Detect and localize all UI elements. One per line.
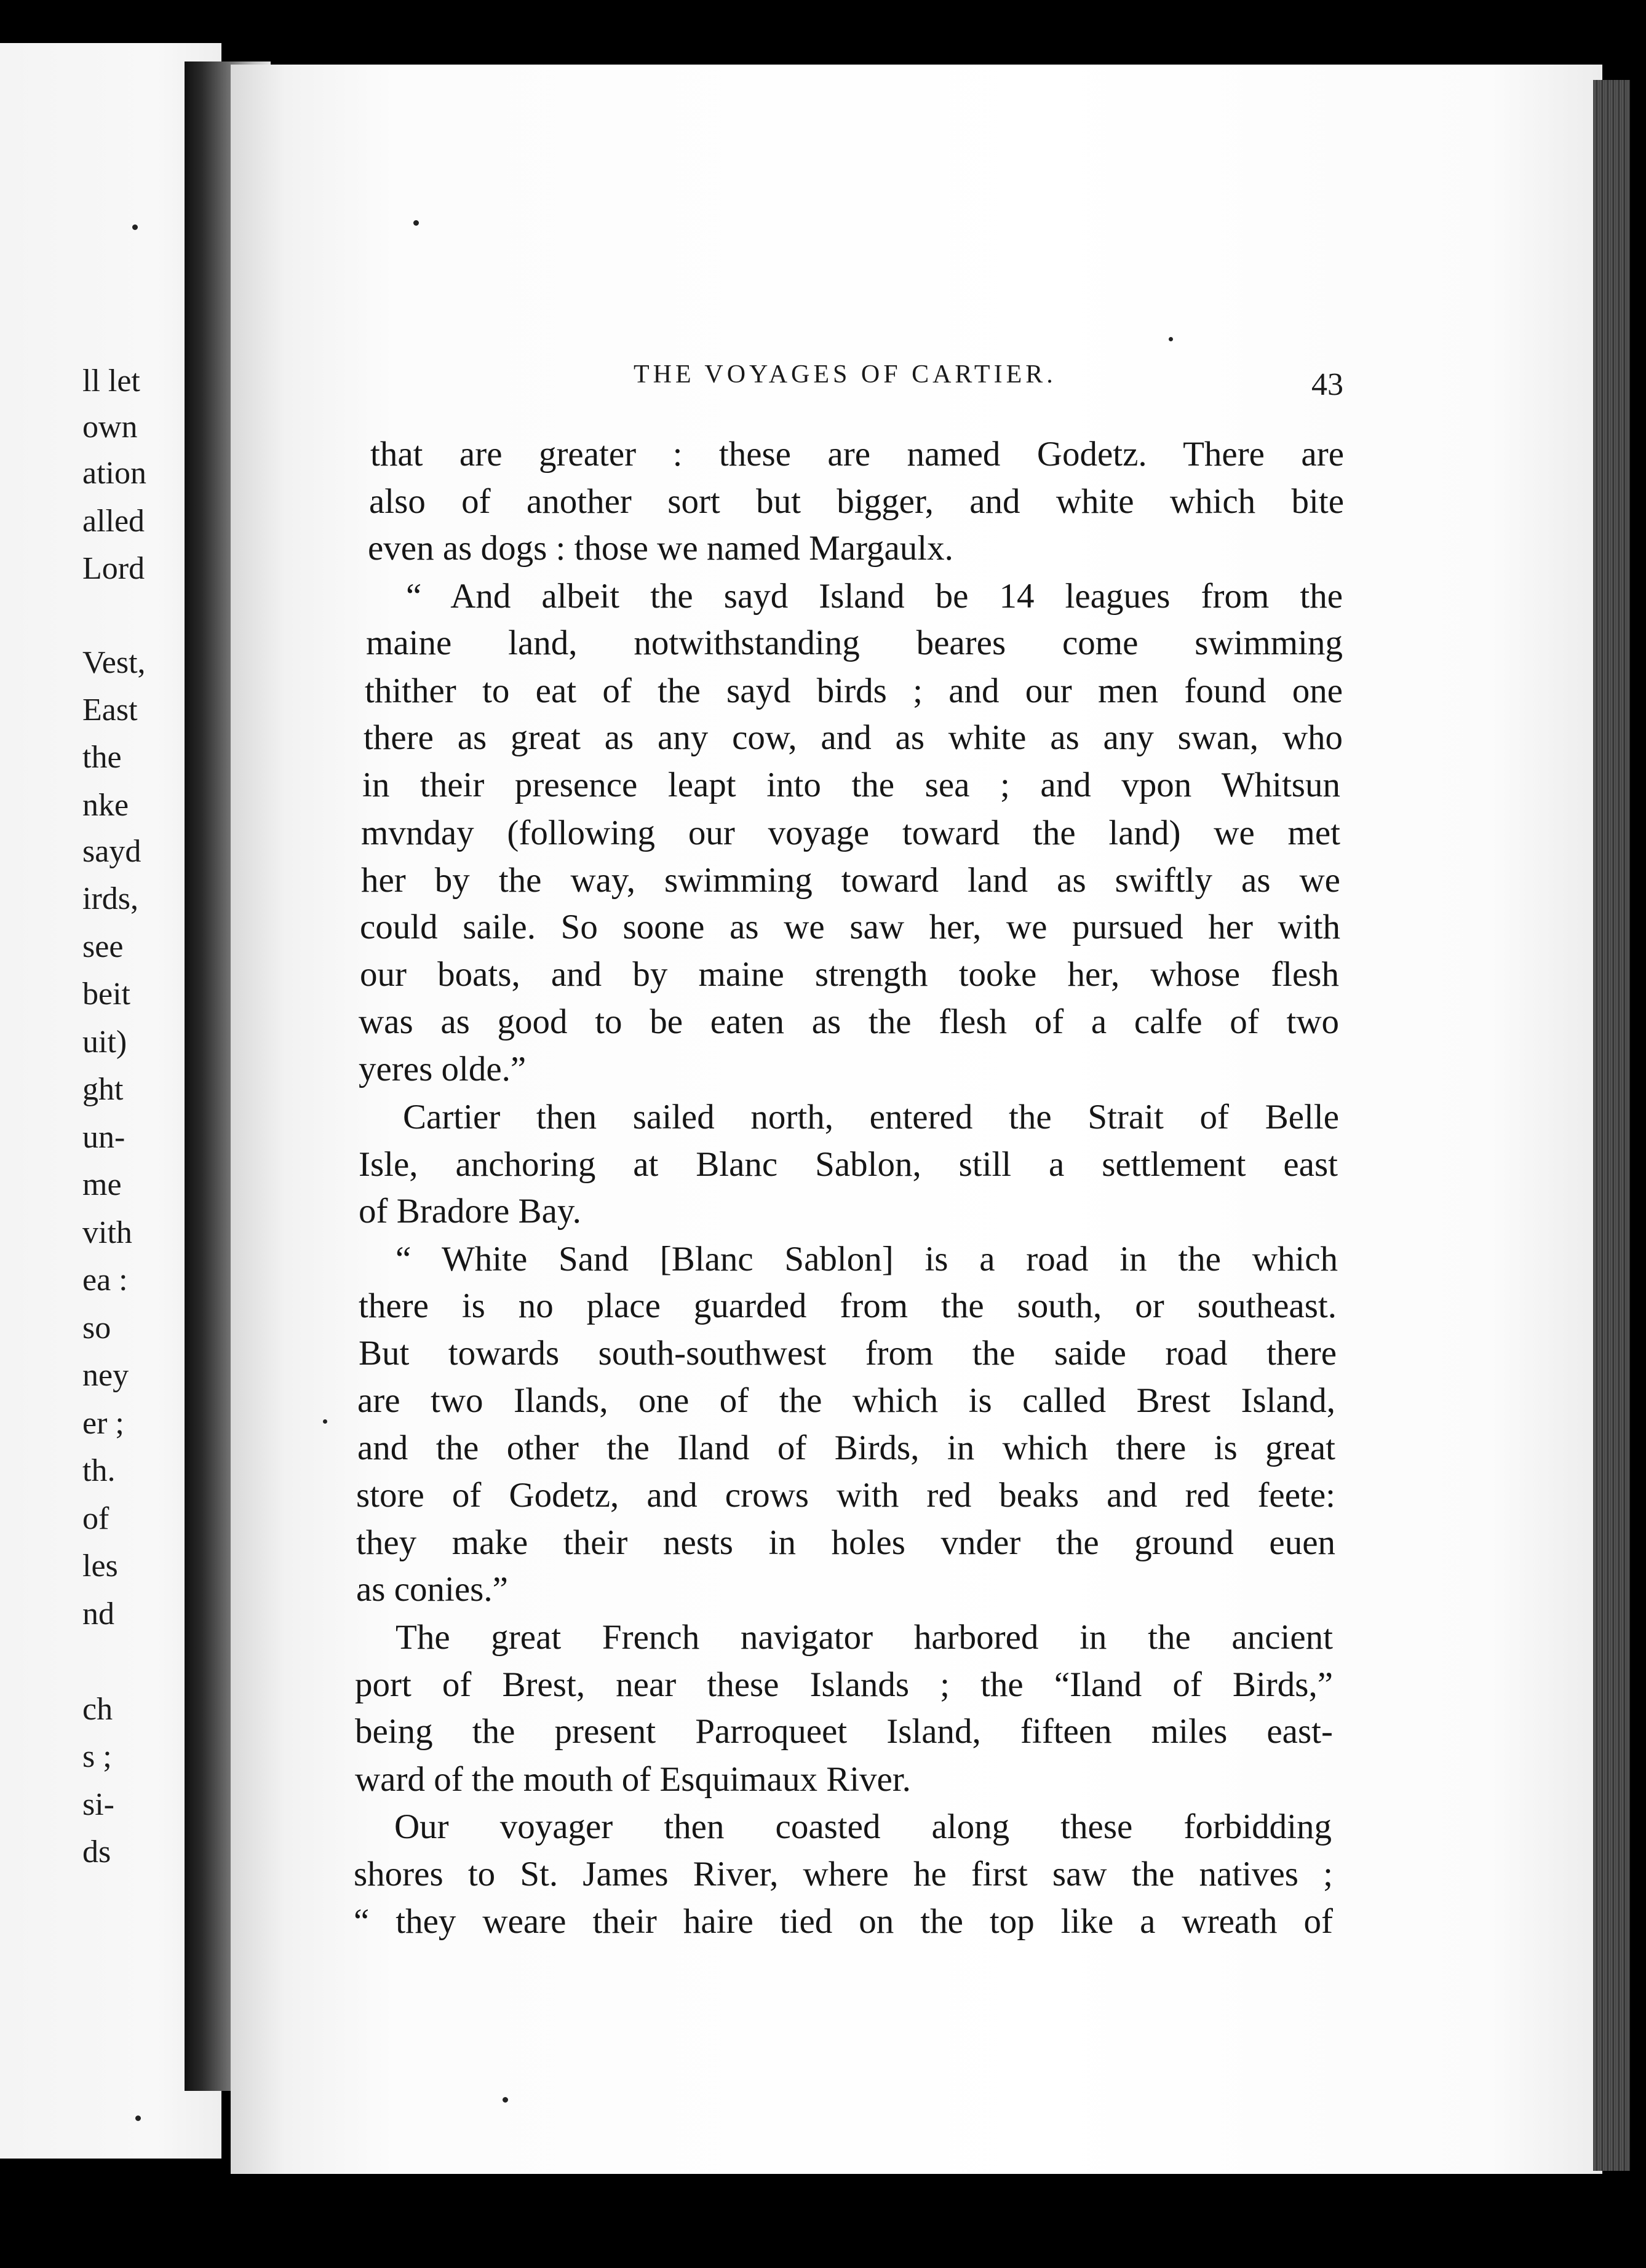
text-line: thither to eat of the sayd birds ; and our men found one <box>365 672 1343 710</box>
left-page-line: alled <box>82 504 145 539</box>
left-page-line: si- <box>82 1787 114 1822</box>
left-page-line: beit <box>82 977 130 1012</box>
text-line: our boats, and by maine strength tooke her, whose flesh <box>360 955 1339 994</box>
text-line: and the other the Iland of Birds, in which there is great <box>357 1429 1335 1467</box>
left-page-line: uit) <box>82 1025 127 1060</box>
left-page-line: own <box>82 410 138 445</box>
left-page-line: irds, <box>82 881 138 916</box>
left-page-line: ll let <box>82 363 140 398</box>
text-line: ward of the mouth of Esquimaux River. <box>355 1760 911 1799</box>
left-page-line: les <box>82 1548 118 1584</box>
text-line: maine land, notwithstanding beares come swimming <box>366 624 1343 662</box>
left-page-line: nke <box>82 788 129 823</box>
text-line: that are greater : these are named Godetz. There are <box>370 435 1344 474</box>
left-page-line: Vest, <box>82 645 146 680</box>
left-page-line: nd <box>82 1596 114 1632</box>
text-line: also of another sort but bigger, and white which bite <box>369 482 1344 521</box>
text-line: But towards south-southwest from the saide road there <box>359 1334 1337 1373</box>
scan-speck <box>135 2115 141 2121</box>
left-page-line: er ; <box>82 1406 124 1441</box>
text-line: yeres olde.” <box>359 1050 527 1088</box>
text-line: Our voyager then coasted along these forbidding <box>394 1807 1332 1846</box>
left-page-line: ds <box>82 1834 111 1870</box>
text-line: they make their nests in holes vnder the ground euen <box>356 1523 1335 1562</box>
text-line: port of Brest, near these Islands ; the “Iland of Birds,” <box>355 1665 1333 1704</box>
left-page-line: Lord <box>82 551 145 586</box>
left-page-line: ney <box>82 1358 129 1393</box>
text-line: “ And albeit the sayd Island be 14 leagues from the <box>406 577 1343 616</box>
left-page-line: so <box>82 1310 111 1346</box>
text-line: The great French navigator harbored in the ancient <box>396 1618 1333 1657</box>
text-line: are two Ilands, one of the which is called Brest Island, <box>357 1381 1335 1420</box>
text-line: store of Godetz, and crows with red beaks and red feete: <box>356 1476 1335 1515</box>
text-line: of Bradore Bay. <box>359 1192 581 1231</box>
text-line: Cartier then sailed north, entered the Strait of Belle <box>403 1098 1339 1136</box>
text-line: being the present Parroqueet Island, fifteen miles east- <box>355 1712 1333 1751</box>
left-page-line: ch <box>82 1692 113 1727</box>
text-line: mvnday (following our voyage toward the land) we met <box>361 814 1340 852</box>
text-line: her by the way, swimming toward land as swiftly as we <box>361 861 1340 900</box>
left-page-line: of <box>82 1501 109 1536</box>
left-page-line: ea : <box>82 1263 128 1298</box>
scan-speck <box>132 224 138 230</box>
text-line: shores to St. James River, where he first saw the natives ; <box>354 1855 1333 1893</box>
left-page-line: see <box>82 929 124 964</box>
left-page-line: vith <box>82 1215 132 1250</box>
text-line: was as good to be eaten as the flesh of a calfe of two <box>359 1002 1339 1041</box>
left-page-line: the <box>82 740 122 775</box>
text-line: as conies.” <box>356 1570 508 1609</box>
text-line: Isle, anchoring at Blanc Sablon, still a settlement east <box>359 1145 1338 1184</box>
left-page-line: sayd <box>82 834 141 869</box>
left-page-line: th. <box>82 1453 116 1488</box>
left-page-line: un- <box>82 1120 125 1155</box>
text-line: “ White Sand [Blanc Sablon] is a road in the which <box>396 1240 1338 1279</box>
left-page-line: East <box>82 692 138 728</box>
page-number: 43 <box>1311 367 1343 402</box>
text-line: could saile. So soone as we saw her, we pursued her with <box>360 908 1340 946</box>
left-page-line: ation <box>82 456 146 491</box>
scan-speck <box>1169 337 1173 341</box>
text-line: there is no place guarded from the south, or southeast. <box>359 1287 1337 1325</box>
text-line: there as great as any cow, and as white as any swan, who <box>364 718 1343 757</box>
scan-speck <box>413 220 419 226</box>
text-line: in their presence leapt into the sea ; and vpon Whitsun <box>362 766 1340 804</box>
running-head: THE VOYAGES OF CARTIER. <box>634 360 1057 389</box>
left-page-line: s ; <box>82 1739 112 1774</box>
scan-speck <box>503 2097 508 2103</box>
left-page-line: ght <box>82 1072 124 1107</box>
left-page-line: me <box>82 1167 122 1202</box>
text-line: “ they weare their haire tied on the top like a wreath of <box>354 1902 1333 1941</box>
scan-speck <box>323 1419 327 1424</box>
text-line: even as dogs : those we named Margaulx. <box>368 529 953 568</box>
